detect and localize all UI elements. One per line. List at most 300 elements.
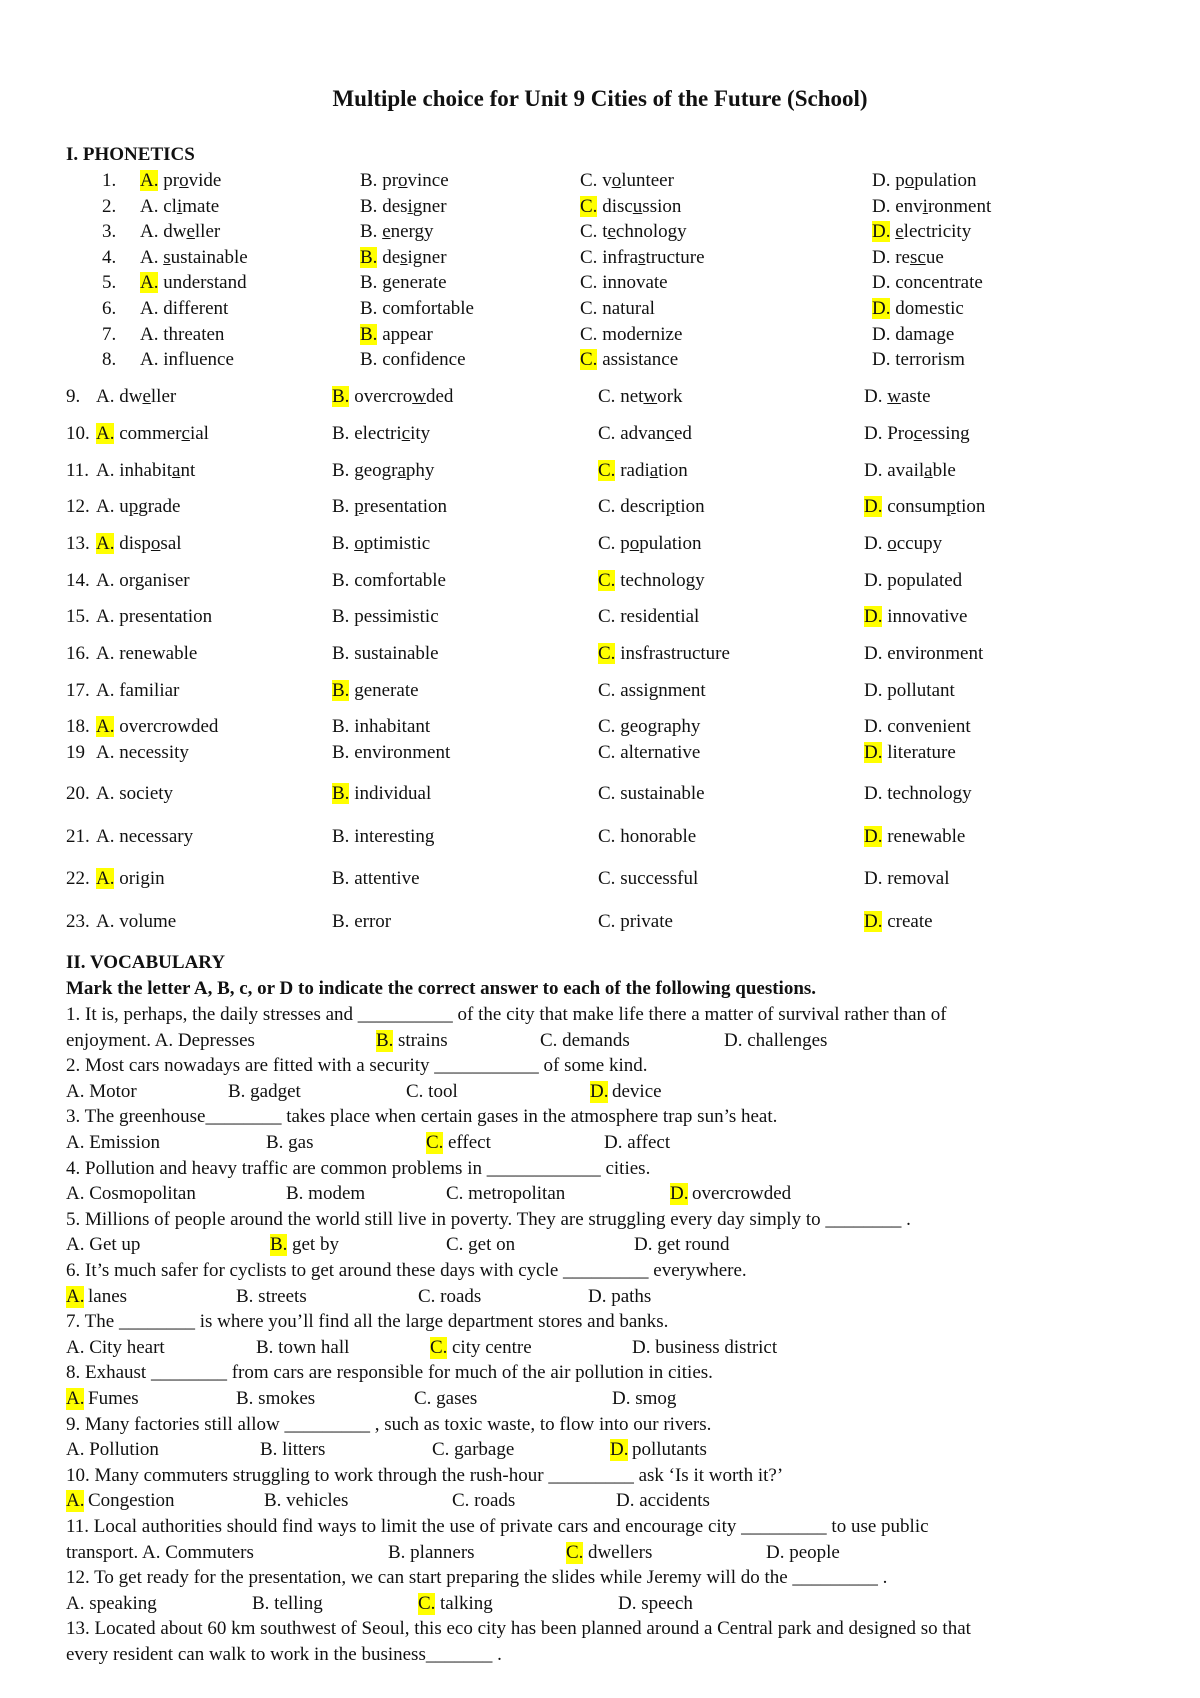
line-text: B. streets	[236, 1285, 307, 1307]
option-b	[360, 324, 433, 346]
option-a	[140, 221, 220, 243]
word-part: organiser	[119, 570, 190, 591]
phonetics-question-9	[0, 386, 1200, 410]
underlined-sound: e	[895, 221, 904, 243]
underlined-sound: s	[163, 246, 171, 268]
question-number: 6.	[102, 298, 117, 319]
option-d	[872, 247, 944, 269]
underlined-sound: e	[382, 221, 391, 243]
option-c	[598, 423, 692, 445]
word-part: appear	[382, 323, 433, 345]
word-part: generate	[354, 680, 419, 701]
option-letter: C.	[598, 868, 616, 889]
option-letter: B.	[360, 298, 378, 319]
word-part: presentation	[119, 606, 213, 627]
line-text: dwellers	[588, 1541, 653, 1563]
vocabulary-line	[66, 1030, 1146, 1054]
underlined-sound: w	[412, 386, 426, 407]
line-text: 8. Exhaust ________ from cars are responsible for much of the air pollution in cities.	[66, 1362, 713, 1384]
option-d	[872, 298, 964, 320]
underlined-sound: c	[181, 423, 190, 444]
word-part: alternative	[620, 742, 701, 763]
option-letter: B.	[332, 680, 350, 701]
option-letter: D.	[864, 742, 883, 763]
option-letter: D.	[872, 221, 891, 243]
line-text: D. affect	[604, 1132, 671, 1153]
option-letter: A.	[140, 221, 159, 243]
line-text: 10. Many commuters struggling to work through the rush-hour _________ ask ‘Is it worth it?’	[66, 1464, 784, 1486]
question-number: 17.	[66, 680, 90, 701]
vocabulary-line	[66, 1542, 1146, 1566]
answer-letter-highlight: D.	[590, 1080, 609, 1102]
option-letter: C.	[598, 496, 616, 517]
option-letter: D.	[872, 272, 891, 294]
answer-letter-highlight: C.	[418, 1592, 436, 1614]
underlined-sound: a	[649, 460, 659, 481]
underlined-sound: e	[186, 221, 195, 243]
vocabulary-line	[66, 1158, 1146, 1182]
word-part: tion	[955, 496, 986, 517]
underlined-sound: a	[924, 460, 933, 481]
word-part: de	[382, 246, 401, 268]
line-text: C. garbage	[432, 1439, 515, 1461]
question-number: 4.	[102, 246, 117, 268]
line-text: A. Cosmopolitan	[66, 1183, 196, 1205]
phonetics-question-3	[0, 221, 1200, 245]
phonetics-question-16	[0, 643, 1200, 667]
word-part: removal	[887, 868, 950, 889]
word-part: different	[163, 298, 229, 319]
word-part: commer	[119, 423, 182, 444]
option-letter: D.	[864, 911, 883, 932]
line-text: get by	[292, 1234, 339, 1256]
line-text: D. challenges	[724, 1029, 828, 1051]
option-c	[598, 460, 688, 482]
word-part: re	[895, 246, 910, 268]
option-letter: B.	[332, 606, 350, 627]
question-number: 9.	[66, 386, 81, 407]
option-d	[872, 196, 991, 218]
word-part: populated	[887, 570, 963, 591]
option-c	[580, 247, 705, 269]
option-b	[332, 423, 430, 445]
word-part: confidence	[382, 349, 466, 371]
line-text: B. town hall	[256, 1336, 350, 1358]
option-a	[140, 247, 248, 269]
option-b	[360, 221, 434, 243]
option-letter: A.	[96, 716, 115, 737]
option-a	[140, 298, 228, 320]
option-b	[360, 349, 466, 371]
option-letter: C.	[598, 911, 616, 932]
line-text: B. litters	[260, 1439, 326, 1461]
word-part: ed	[674, 423, 692, 444]
vocabulary-line	[66, 1516, 1146, 1540]
word-part: vince	[407, 170, 449, 191]
question-number: 14.	[66, 570, 90, 591]
word-part: pulation	[639, 533, 702, 554]
option-letter: D.	[864, 783, 883, 804]
option-b	[332, 606, 439, 628]
line-text: city centre	[452, 1336, 532, 1358]
option-b	[332, 643, 439, 665]
question-number: 8.	[102, 349, 117, 371]
option-b	[332, 496, 447, 518]
answer-letter-highlight: A.	[66, 1490, 85, 1512]
option-letter: A.	[96, 606, 115, 627]
underlined-sound: p	[128, 496, 139, 517]
word-part: pessimistic	[354, 606, 439, 627]
option-d	[864, 783, 972, 805]
word-part: lectricity	[903, 221, 972, 243]
option-a	[96, 423, 209, 445]
option-letter: C.	[580, 298, 598, 319]
option-c	[598, 868, 698, 890]
word-part: influence	[163, 349, 234, 371]
option-c	[580, 170, 674, 192]
option-letter: D.	[864, 533, 883, 554]
word-part: sustainable	[354, 643, 439, 664]
underlined-sound: o	[179, 170, 189, 191]
option-letter: C.	[598, 423, 616, 444]
option-a	[96, 533, 182, 555]
underlined-sound: c	[913, 423, 923, 444]
underlined-sound: w	[643, 386, 658, 407]
underlined-sound: p	[946, 496, 956, 517]
option-letter: B.	[332, 868, 350, 889]
line-text: B. smokes	[236, 1388, 316, 1409]
line-text: B. telling	[252, 1592, 323, 1614]
vocabulary-line	[66, 1004, 1146, 1028]
phonetics-question-12	[0, 496, 1200, 520]
phonetics-question-22	[0, 868, 1200, 892]
word-part: private	[620, 911, 673, 932]
answer-letter-highlight: A.	[66, 1388, 85, 1409]
option-a	[96, 496, 180, 518]
underlined-sound: i	[922, 195, 928, 217]
phonetics-question-8	[0, 349, 1200, 373]
underlined-sound: s	[638, 246, 646, 268]
option-a	[140, 272, 247, 294]
word-part: modernize	[602, 323, 683, 345]
option-d	[864, 868, 950, 890]
option-letter: D.	[872, 195, 891, 217]
option-d	[864, 680, 955, 702]
word-part: ller	[150, 386, 177, 407]
word-part: des	[382, 195, 408, 217]
line-text: A. Emission	[66, 1132, 160, 1153]
question-number: 15.	[66, 606, 90, 627]
option-c	[598, 496, 705, 518]
word-part: nergy	[390, 221, 434, 243]
underlined-sound: u	[632, 195, 643, 217]
option-letter: C.	[580, 170, 598, 191]
line-text: D. get round	[634, 1234, 730, 1256]
word-part: descri	[620, 496, 666, 517]
underlined-sound: c	[401, 423, 411, 444]
option-letter: B.	[332, 826, 350, 847]
word-part: ble	[932, 460, 956, 481]
vocabulary-line	[66, 1055, 1146, 1079]
word-part: u	[119, 496, 129, 517]
option-d	[864, 911, 933, 933]
underlined-sound: o	[887, 533, 897, 554]
word-part: lunteer	[621, 170, 674, 191]
word-part: literature	[887, 742, 956, 763]
option-letter: B.	[332, 423, 350, 444]
option-a	[96, 868, 165, 890]
word-part: necessity	[119, 742, 189, 763]
option-d	[872, 349, 965, 371]
word-part: environment	[887, 643, 984, 664]
line-text: talking	[440, 1592, 493, 1614]
option-b	[332, 742, 450, 764]
vocabulary-line	[66, 1439, 1146, 1463]
word-part: environment	[354, 742, 451, 763]
option-letter: D.	[864, 423, 883, 444]
word-part: create	[887, 911, 933, 932]
word-part: pr	[163, 170, 180, 191]
word-part: volume	[119, 911, 177, 932]
phonetics-question-4	[0, 247, 1200, 271]
vocabulary-line	[66, 1234, 1146, 1258]
phonetics-question-2	[0, 196, 1200, 220]
option-letter: D.	[872, 170, 891, 191]
option-letter: B.	[332, 496, 350, 517]
option-d	[872, 324, 954, 346]
underlined-sound: e	[607, 221, 616, 243]
word-part: disc	[602, 195, 633, 217]
vocabulary-line	[66, 1183, 1146, 1207]
word-part: generate	[382, 272, 447, 294]
option-letter: B.	[360, 272, 378, 294]
option-a	[96, 570, 190, 592]
option-a	[96, 606, 212, 628]
phonetics-question-5	[0, 272, 1200, 296]
option-d	[872, 272, 983, 294]
line-text: 4. Pollution and heavy traffic are common problems in ____________ cities.	[66, 1157, 651, 1179]
vocabulary-instruction: Mark the letter A, B, c, or D to indicate the correct answer to each of the following questions.	[66, 978, 817, 999]
word-part: interesting	[354, 826, 435, 847]
vocabulary-line	[66, 1132, 1146, 1156]
option-letter: C.	[598, 460, 616, 481]
word-part: ork	[657, 386, 683, 407]
underlined-sound: i	[176, 195, 183, 217]
question-number: 22.	[66, 868, 90, 889]
word-part: error	[354, 911, 392, 932]
question-number: 23.	[66, 911, 90, 932]
question-number: 19	[66, 742, 85, 763]
underlined-sound: o	[398, 170, 408, 191]
line-text: C. get on	[446, 1234, 516, 1256]
vocabulary-line	[66, 1209, 1146, 1233]
option-b	[332, 533, 430, 555]
word-part: dw	[163, 221, 187, 243]
line-text: C. roads	[452, 1490, 516, 1512]
word-part: disp	[119, 533, 151, 554]
option-letter: D.	[864, 606, 883, 627]
line-text: C. demands	[540, 1029, 630, 1051]
option-b	[332, 460, 434, 482]
option-c	[598, 533, 701, 555]
word-part: grade	[138, 496, 181, 517]
word-part: renewable	[119, 643, 198, 664]
word-part: t	[602, 221, 608, 243]
vocabulary-line	[66, 1311, 1146, 1335]
option-c	[580, 349, 678, 371]
phonetics-question-17	[0, 680, 1200, 704]
phonetics-question-7	[0, 324, 1200, 348]
word-part: innovative	[887, 606, 968, 627]
word-part: infra	[602, 246, 639, 268]
word-part: chnology	[615, 221, 687, 243]
option-letter: B.	[360, 221, 378, 243]
option-letter: C.	[598, 826, 616, 847]
underlined-sound: e	[142, 386, 151, 407]
vocabulary-line	[66, 1414, 1146, 1438]
line-text: Congestion	[88, 1490, 175, 1512]
underlined-sound: c	[665, 423, 674, 444]
word-part: comfortable	[382, 298, 474, 319]
line-text: 7. The ________ is where you’ll find all the large department stores and banks.	[66, 1311, 669, 1333]
option-letter: C.	[580, 221, 598, 243]
option-d	[864, 423, 970, 445]
word-part: inhabitant	[354, 716, 431, 737]
line-text: A. Pollution	[66, 1439, 159, 1461]
line-text: 3. The greenhouse________ takes place when certain gases in the atmosphere trap sun’s heat.	[66, 1106, 778, 1128]
word-part: ronment	[927, 195, 992, 217]
word-part: comfortable	[354, 570, 446, 591]
question-number: 7.	[102, 323, 117, 345]
underlined-sound: o	[611, 170, 622, 191]
option-c	[580, 298, 655, 320]
word-part: p	[620, 533, 630, 554]
word-part: Pro	[887, 423, 914, 444]
option-letter: A.	[96, 826, 115, 847]
option-letter: C.	[598, 533, 616, 554]
option-letter: C.	[580, 323, 598, 345]
option-b	[360, 298, 474, 320]
answer-letter-highlight: A.	[66, 1285, 85, 1307]
option-letter: C.	[598, 742, 616, 763]
option-letter: D.	[864, 643, 883, 664]
option-letter: A.	[96, 783, 115, 804]
vocabulary-line	[66, 1618, 1146, 1642]
word-part: technology	[620, 570, 705, 591]
option-d	[864, 460, 956, 482]
option-letter: A.	[140, 272, 159, 294]
option-b	[332, 716, 430, 738]
phonetics-question-23	[0, 911, 1200, 935]
option-a	[96, 826, 193, 848]
section-heading-phonetics: I. PHONETICS	[66, 144, 195, 165]
word-part: ue	[925, 246, 944, 268]
option-letter: A.	[96, 533, 115, 554]
word-part: overcrowded	[119, 716, 219, 737]
line-text: D. speech	[618, 1592, 693, 1614]
underlined-sound: o	[629, 533, 640, 554]
question-number: 11.	[66, 460, 90, 481]
option-c	[580, 196, 681, 218]
word-part: necessary	[119, 826, 194, 847]
option-d	[872, 221, 971, 243]
line-text: D. accidents	[616, 1490, 710, 1512]
word-part: insfrastructure	[620, 643, 730, 664]
word-part: understand	[163, 272, 247, 294]
line-text: 5. Millions of people around the world still live in poverty. They are struggling every day simply to ________ .	[66, 1208, 911, 1230]
question-number: 13.	[66, 533, 90, 554]
option-d	[864, 496, 985, 518]
line-text: C. metropolitan	[446, 1183, 566, 1205]
line-text: lanes	[88, 1285, 128, 1307]
word-part: technology	[887, 783, 972, 804]
word-part: threaten	[163, 323, 225, 345]
answer-letter-highlight: B.	[376, 1029, 394, 1051]
option-letter: D.	[864, 496, 883, 517]
option-d	[864, 386, 931, 408]
word-part: attentive	[354, 868, 420, 889]
option-letter: B.	[332, 533, 350, 554]
word-part: sustainable	[620, 783, 705, 804]
line-text: enjoyment. A. Depresses	[66, 1029, 255, 1051]
word-part: overcro	[354, 386, 413, 407]
phonetics-question-14	[0, 570, 1200, 594]
underlined-sound: o	[150, 533, 161, 554]
word-part: familiar	[119, 680, 180, 701]
question-number: 18.	[66, 716, 90, 737]
line-text: D. people	[766, 1541, 840, 1563]
option-b	[360, 170, 449, 192]
question-number: 21.	[66, 826, 90, 847]
vocabulary-line	[66, 1081, 1146, 1105]
option-letter: B.	[332, 460, 350, 481]
option-c	[598, 606, 699, 628]
option-d	[872, 170, 977, 192]
line-text: 1. It is, perhaps, the daily stresses and __________ of the city that make life there a matter of survival rather than of	[66, 1004, 947, 1025]
phonetics-question-15	[0, 606, 1200, 630]
word-part: igner	[407, 246, 447, 268]
question-number: 10.	[66, 423, 90, 444]
option-b	[360, 247, 447, 269]
option-letter: C.	[598, 570, 616, 591]
option-letter: B.	[332, 783, 350, 804]
word-part: avail	[887, 460, 925, 481]
word-part: innovate	[602, 272, 668, 294]
word-part: concentrate	[895, 272, 983, 294]
option-c	[598, 386, 682, 408]
word-part: electri	[354, 423, 402, 444]
option-letter: B.	[332, 643, 350, 664]
word-part: mate	[182, 195, 220, 217]
word-part: natural	[602, 298, 655, 319]
option-c	[580, 272, 668, 294]
vocabulary-line	[66, 1567, 1146, 1591]
line-text: A. City heart	[66, 1336, 165, 1358]
option-c	[598, 570, 705, 592]
phonetics-question-21	[0, 826, 1200, 850]
option-letter: A.	[96, 386, 115, 407]
option-letter: A.	[140, 246, 159, 268]
option-letter: A.	[96, 496, 115, 517]
word-part: ity	[410, 423, 431, 444]
option-b	[332, 386, 453, 408]
option-letter: D.	[864, 868, 883, 889]
phonetics-question-13	[0, 533, 1200, 557]
option-letter: A.	[96, 570, 115, 591]
underlined-sound: p	[354, 496, 364, 517]
answer-letter-highlight: C.	[426, 1132, 444, 1153]
line-text: every resident can walk to work in the business_______ .	[66, 1644, 502, 1665]
